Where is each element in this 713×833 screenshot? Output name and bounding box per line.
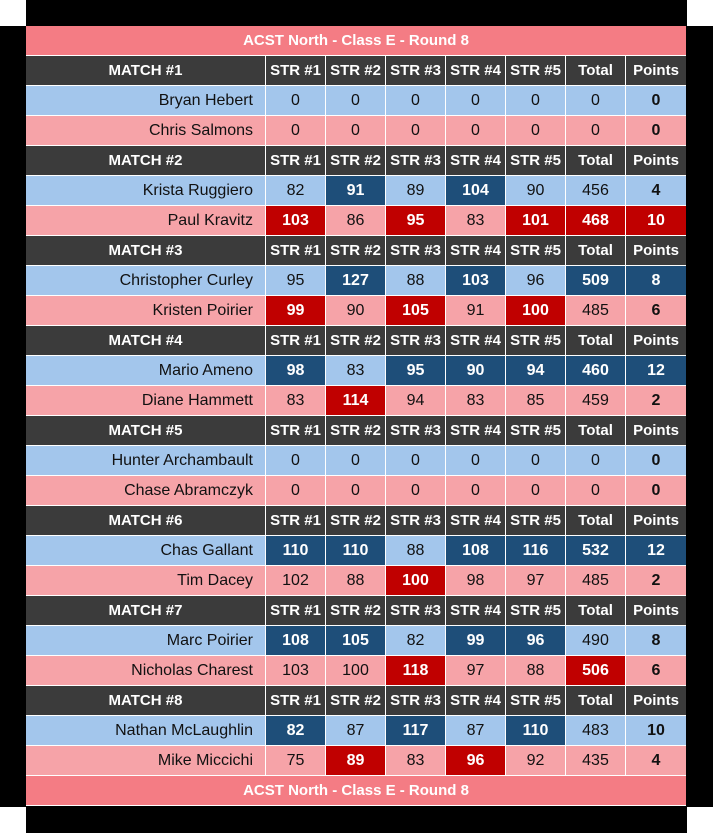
- column-header: STR #1: [266, 236, 326, 266]
- column-header: Points: [626, 236, 686, 266]
- player-name: Chris Salmons: [26, 116, 266, 146]
- score-cell: 85: [506, 386, 566, 416]
- score-cell: 96: [446, 746, 506, 776]
- score-cell: 94: [506, 356, 566, 386]
- score-cell: 108: [266, 626, 326, 656]
- player-name: Diane Hammett: [26, 386, 266, 416]
- table-body: [26, 56, 686, 776]
- column-header: STR #1: [266, 506, 326, 536]
- score-cell: 90: [506, 176, 566, 206]
- player-name: Bryan Hebert: [26, 86, 266, 116]
- score-cell: 91: [326, 176, 386, 206]
- score-cell: 0: [506, 476, 566, 506]
- score-cell: 0: [506, 116, 566, 146]
- column-header: STR #4: [446, 596, 506, 626]
- title-row: [26, 26, 686, 56]
- score-cell: 88: [386, 266, 446, 296]
- column-header: STR #3: [386, 686, 446, 716]
- player-name: Kristen Poirier: [26, 296, 266, 326]
- match-header-row: [26, 326, 686, 356]
- score-cell: 105: [386, 296, 446, 326]
- points-cell: 0: [626, 86, 686, 116]
- score-cell: 88: [506, 656, 566, 686]
- column-header: STR #2: [326, 56, 386, 86]
- table-footer: ACST North - Class E - Round 8: [26, 776, 686, 806]
- corner-mark: [0, 807, 26, 833]
- column-header: Total: [566, 596, 626, 626]
- column-header: STR #5: [506, 56, 566, 86]
- column-header: STR #5: [506, 506, 566, 536]
- column-header: STR #1: [266, 686, 326, 716]
- points-cell: 12: [626, 536, 686, 566]
- score-cell: 0: [446, 86, 506, 116]
- total-cell: 483: [566, 716, 626, 746]
- score-cell: 98: [266, 356, 326, 386]
- player-row: [26, 356, 686, 386]
- score-cell: 105: [326, 626, 386, 656]
- score-cell: 99: [446, 626, 506, 656]
- column-header: Total: [566, 146, 626, 176]
- match-header-row: [26, 506, 686, 536]
- score-cell: 82: [386, 626, 446, 656]
- score-cell: 117: [386, 716, 446, 746]
- column-header: STR #3: [386, 236, 446, 266]
- player-name: Nathan McLaughlin: [26, 716, 266, 746]
- player-row: [26, 656, 686, 686]
- score-cell: 114: [326, 386, 386, 416]
- match-header-row: [26, 56, 686, 86]
- score-cell: 99: [266, 296, 326, 326]
- score-cell: 104: [446, 176, 506, 206]
- player-name: Krista Ruggiero: [26, 176, 266, 206]
- total-cell: 456: [566, 176, 626, 206]
- score-cell: 87: [326, 716, 386, 746]
- points-cell: 8: [626, 266, 686, 296]
- column-header: STR #3: [386, 326, 446, 356]
- column-header: Total: [566, 686, 626, 716]
- match-header-row: [26, 596, 686, 626]
- column-header: STR #2: [326, 416, 386, 446]
- score-cell: 83: [446, 386, 506, 416]
- score-cell: 96: [506, 266, 566, 296]
- player-row: [26, 266, 686, 296]
- score-cell: 95: [386, 206, 446, 236]
- match-header-row: [26, 236, 686, 266]
- column-header: STR #4: [446, 326, 506, 356]
- points-cell: 10: [626, 206, 686, 236]
- column-header: STR #3: [386, 506, 446, 536]
- score-cell: 83: [446, 206, 506, 236]
- total-cell: 506: [566, 656, 626, 686]
- column-header: STR #3: [386, 146, 446, 176]
- player-name: Christopher Curley: [26, 266, 266, 296]
- score-cell: 86: [326, 206, 386, 236]
- score-cell: 116: [506, 536, 566, 566]
- score-cell: 83: [386, 746, 446, 776]
- column-header: STR #5: [506, 236, 566, 266]
- column-header: STR #4: [446, 146, 506, 176]
- score-cell: 83: [326, 356, 386, 386]
- column-header: STR #1: [266, 596, 326, 626]
- score-cell: 108: [446, 536, 506, 566]
- column-header: STR #3: [386, 416, 446, 446]
- score-cell: 96: [506, 626, 566, 656]
- column-header: Points: [626, 596, 686, 626]
- points-cell: 4: [626, 746, 686, 776]
- score-cell: 100: [506, 296, 566, 326]
- score-cell: 0: [326, 476, 386, 506]
- column-header: Points: [626, 326, 686, 356]
- match-label: MATCH #6: [26, 506, 266, 536]
- score-cell: 0: [386, 476, 446, 506]
- corner-mark: [687, 807, 713, 833]
- column-header: Points: [626, 506, 686, 536]
- column-header: STR #3: [386, 56, 446, 86]
- column-header: STR #5: [506, 326, 566, 356]
- column-header: STR #5: [506, 416, 566, 446]
- column-header: STR #5: [506, 596, 566, 626]
- score-cell: 92: [506, 746, 566, 776]
- column-header: STR #2: [326, 326, 386, 356]
- column-header: STR #1: [266, 146, 326, 176]
- score-cell: 89: [386, 176, 446, 206]
- score-cell: 97: [446, 656, 506, 686]
- column-header: Points: [626, 416, 686, 446]
- total-cell: 532: [566, 536, 626, 566]
- score-cell: 0: [266, 446, 326, 476]
- player-name: Paul Kravitz: [26, 206, 266, 236]
- score-cell: 103: [266, 206, 326, 236]
- points-cell: 12: [626, 356, 686, 386]
- player-row: [26, 746, 686, 776]
- total-cell: 485: [566, 296, 626, 326]
- column-header: STR #5: [506, 146, 566, 176]
- score-cell: 82: [266, 716, 326, 746]
- column-header: Points: [626, 56, 686, 86]
- column-header: STR #5: [506, 686, 566, 716]
- player-name: Marc Poirier: [26, 626, 266, 656]
- match-label: MATCH #7: [26, 596, 266, 626]
- points-cell: 2: [626, 566, 686, 596]
- score-cell: 0: [386, 116, 446, 146]
- points-cell: 6: [626, 296, 686, 326]
- column-header: Points: [626, 146, 686, 176]
- player-row: [26, 296, 686, 326]
- score-cell: 100: [326, 656, 386, 686]
- points-cell: 0: [626, 116, 686, 146]
- column-header: STR #4: [446, 506, 506, 536]
- total-cell: 468: [566, 206, 626, 236]
- score-cell: 89: [326, 746, 386, 776]
- player-row: [26, 476, 686, 506]
- score-cell: 88: [326, 566, 386, 596]
- total-cell: 435: [566, 746, 626, 776]
- points-cell: 6: [626, 656, 686, 686]
- score-cell: 103: [266, 656, 326, 686]
- score-cell: 127: [326, 266, 386, 296]
- player-row: [26, 566, 686, 596]
- score-cell: 75: [266, 746, 326, 776]
- column-header: STR #1: [266, 56, 326, 86]
- score-cell: 0: [386, 86, 446, 116]
- column-header: STR #2: [326, 596, 386, 626]
- column-header: Total: [566, 236, 626, 266]
- score-cell: 0: [326, 446, 386, 476]
- match-label: MATCH #5: [26, 416, 266, 446]
- table-title: ACST North - Class E - Round 8: [26, 26, 686, 56]
- player-row: [26, 626, 686, 656]
- player-row: [26, 176, 686, 206]
- total-cell: 490: [566, 626, 626, 656]
- player-row: [26, 386, 686, 416]
- score-cell: 110: [326, 536, 386, 566]
- player-name: Tim Dacey: [26, 566, 266, 596]
- player-row: [26, 536, 686, 566]
- score-cell: 0: [446, 116, 506, 146]
- corner-mark: [0, 0, 26, 26]
- score-cell: 0: [266, 476, 326, 506]
- match-label: MATCH #8: [26, 686, 266, 716]
- total-cell: 0: [566, 116, 626, 146]
- score-cell: 0: [266, 116, 326, 146]
- column-header: Total: [566, 416, 626, 446]
- column-header: STR #4: [446, 416, 506, 446]
- points-cell: 8: [626, 626, 686, 656]
- score-cell: 100: [386, 566, 446, 596]
- score-cell: 0: [506, 86, 566, 116]
- player-name: Mike Miccichi: [26, 746, 266, 776]
- score-cell: 118: [386, 656, 446, 686]
- total-cell: 509: [566, 266, 626, 296]
- score-cell: 88: [386, 536, 446, 566]
- total-cell: 0: [566, 446, 626, 476]
- score-cell: 0: [386, 446, 446, 476]
- player-row: [26, 86, 686, 116]
- match-label: MATCH #1: [26, 56, 266, 86]
- total-cell: 0: [566, 476, 626, 506]
- points-cell: 2: [626, 386, 686, 416]
- points-cell: 10: [626, 716, 686, 746]
- total-cell: 485: [566, 566, 626, 596]
- points-cell: 0: [626, 446, 686, 476]
- column-header: STR #2: [326, 146, 386, 176]
- player-name: Mario Ameno: [26, 356, 266, 386]
- score-cell: 83: [266, 386, 326, 416]
- match-label: MATCH #4: [26, 326, 266, 356]
- score-cell: 110: [266, 536, 326, 566]
- total-cell: 459: [566, 386, 626, 416]
- column-header: Total: [566, 326, 626, 356]
- player-name: Hunter Archambault: [26, 446, 266, 476]
- column-header: STR #2: [326, 506, 386, 536]
- score-cell: 97: [506, 566, 566, 596]
- column-header: STR #1: [266, 326, 326, 356]
- player-row: [26, 446, 686, 476]
- player-name: Nicholas Charest: [26, 656, 266, 686]
- footer-row: [26, 776, 686, 806]
- score-cell: 98: [446, 566, 506, 596]
- points-cell: 0: [626, 476, 686, 506]
- score-cell: 90: [446, 356, 506, 386]
- score-cell: 95: [266, 266, 326, 296]
- match-label: MATCH #2: [26, 146, 266, 176]
- player-row: [26, 116, 686, 146]
- player-name: Chas Gallant: [26, 536, 266, 566]
- total-cell: 460: [566, 356, 626, 386]
- match-label: MATCH #3: [26, 236, 266, 266]
- score-cell: 101: [506, 206, 566, 236]
- score-cell: 0: [326, 86, 386, 116]
- column-header: Total: [566, 506, 626, 536]
- total-cell: 0: [566, 86, 626, 116]
- player-name: Chase Abramczyk: [26, 476, 266, 506]
- score-cell: 0: [506, 446, 566, 476]
- points-cell: 4: [626, 176, 686, 206]
- column-header: STR #4: [446, 236, 506, 266]
- match-header-row: [26, 416, 686, 446]
- column-header: STR #4: [446, 56, 506, 86]
- score-cell: 0: [446, 446, 506, 476]
- score-cell: 87: [446, 716, 506, 746]
- score-cell: 103: [446, 266, 506, 296]
- column-header: STR #3: [386, 596, 446, 626]
- score-cell: 95: [386, 356, 446, 386]
- column-header: Total: [566, 56, 626, 86]
- score-cell: 0: [326, 116, 386, 146]
- score-cell: 0: [266, 86, 326, 116]
- corner-mark: [687, 0, 713, 26]
- score-cell: 94: [386, 386, 446, 416]
- score-cell: 91: [446, 296, 506, 326]
- column-header: Points: [626, 686, 686, 716]
- match-header-row: [26, 146, 686, 176]
- score-cell: 0: [446, 476, 506, 506]
- player-row: [26, 716, 686, 746]
- standings-table: [26, 26, 686, 806]
- column-header: STR #4: [446, 686, 506, 716]
- match-header-row: [26, 686, 686, 716]
- player-row: [26, 206, 686, 236]
- column-header: STR #1: [266, 416, 326, 446]
- column-header: STR #2: [326, 236, 386, 266]
- column-header: STR #2: [326, 686, 386, 716]
- score-cell: 82: [266, 176, 326, 206]
- score-cell: 90: [326, 296, 386, 326]
- score-cell: 110: [506, 716, 566, 746]
- score-cell: 102: [266, 566, 326, 596]
